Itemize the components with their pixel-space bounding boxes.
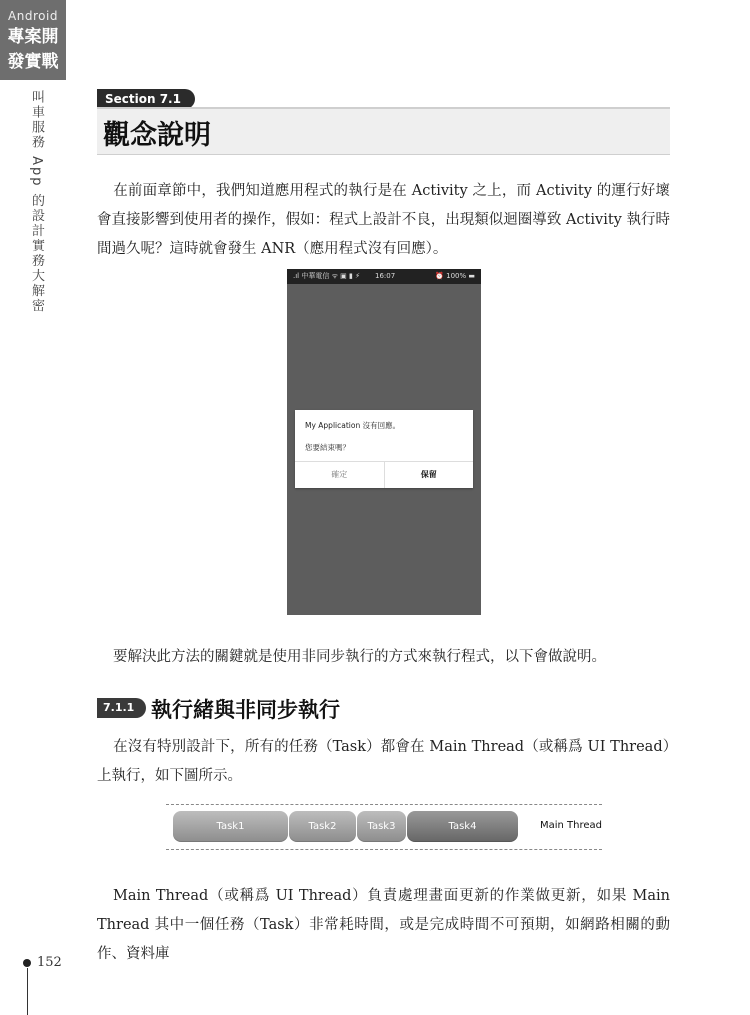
task-3-block: Task3 [357,811,406,842]
confirm-button[interactable]: 確定 [295,462,385,488]
dialog-question: 您要結束嗎？ [305,443,350,452]
diagram-dashed-line-bottom [166,849,602,850]
dialog-buttons [295,461,473,488]
page-number: 152 [37,955,62,970]
phone-screenshot [287,269,481,615]
status-bar [287,269,481,284]
status-right: ⏰ 100% ▬ [435,272,475,280]
series-tag-zh-1: 專案開 [7,27,59,47]
task-1-block: Task1 [173,811,288,842]
subsection-number: 7.1.1 [97,698,146,718]
book-title-vertical: 叫車服務 App 的設計實務大解密 [29,90,44,314]
status-left: .ıl 中華電信 ᯤ ▣ ▮ ⚡ [293,272,361,280]
main-thread-label: Main Thread [540,820,603,831]
subsection-title: 執行緒與非同步執行 [151,698,340,722]
paragraph-2: 要解決此方法的關鍵就是使用非同步執行的方式來執行程式，以下會做說明。 [113,649,606,665]
section-title: 觀念說明 [103,120,211,151]
series-tag-en: Android [8,9,58,23]
anr-dialog [295,410,473,488]
section-title-bar [97,107,670,155]
dialog-title: My Application 沒有回應。 [305,421,401,430]
series-tag-zh-2: 發實戰 [7,52,59,72]
series-tag [0,0,66,80]
task-4-block: Task4 [407,811,518,842]
paragraph-3: 在沒有特別設計下，所有的任務（Task）都會在 Main Thread（或稱爲 UI Thread）上執行，如下圖所示。 [97,739,670,784]
margin-rule [27,968,28,1015]
status-time: 16:07 [375,272,396,280]
page-dot [23,959,31,967]
keep-button[interactable]: 保留 [420,470,437,479]
paragraph-1: 在前面章節中，我們知道應用程式的執行是在 Activity 之上，而 Activity 的運行好壞會直接影響到使用者的操作，假如：程式上設計不良，出現類似迴圈導致 Activity 執行時間過久呢？這時就會發生 ANR（應用程式沒有回應）。 [97,183,670,257]
section-label: Section 7.1 [97,89,195,109]
paragraph-4: Main Thread（或稱爲 UI Thread）負責處理畫面更新的作業做更新，如果 Main Thread 其中一個任務（Task）非常耗時間，或是完成時間不可預期，如網路相關的動作、資料庫 [97,888,670,962]
task-2-block: Task2 [289,811,356,842]
diagram-dashed-line-top [166,804,602,805]
